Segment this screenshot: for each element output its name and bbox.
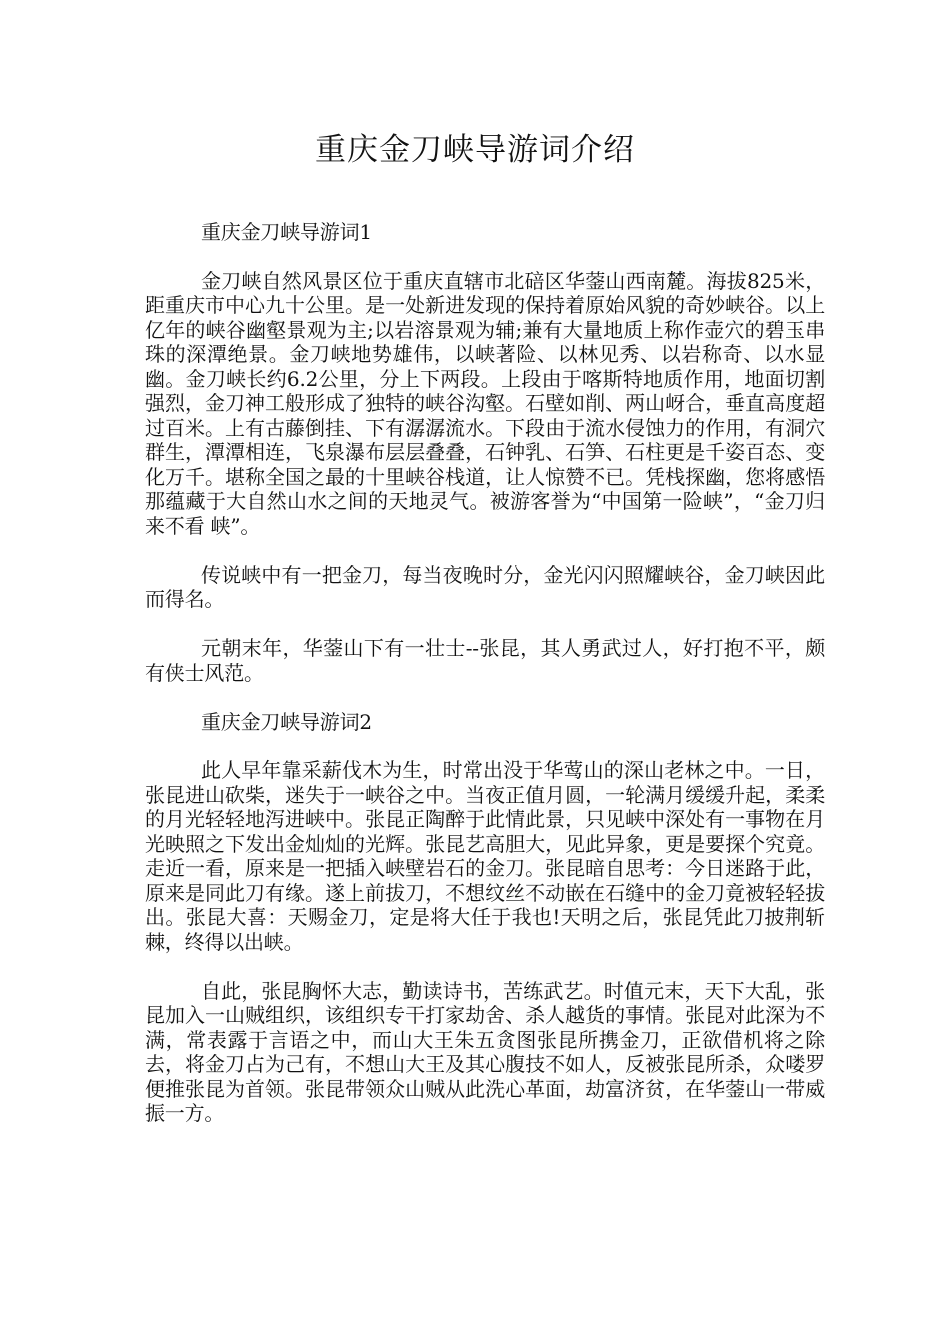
- paragraph-zhang-kun: 自此，张昆胸怀大志，勤读诗书，苦练武艺。时值元末，天下大乱，张昆加入一山贼组织，该组织专干打家劫舍、杀人越货的事情。张昆对此深为不满，常表露于言语之中，而山大王朱五贪图张昆所携金刀，正欲借机将之除去，将金刀占为己有，不想山大王及其心腹技不如人，反被张昆所杀，众喽罗便推张昆为首领。张昆带领众山贼从此洗心革面，劫富济贫，在华蓥山一带威振一方。: [145, 978, 825, 1125]
- section-heading-2: 重庆金刀峡导游词2: [201, 709, 372, 734]
- document-body: [145, 220, 825, 1126]
- paragraph-intro: 金刀峡自然风景区位于重庆直辖市北碚区华蓥山西南麓。海拔825米，距重庆市中心九十公里。是一处新进发现的保持着原始风貌的奇妙峡谷。以上亿年的峡谷幽壑景观为主;以岩溶景观为辅;兼有大量地质上称作壶穴的碧玉串珠的深潭绝景。金刀峡地势雄伟，以峡著险、以林见秀、以岩称奇、以水显幽。金刀峡长约6.2公里，分上下两段。上段由于喀斯特地质作用，地面切割强烈，金刀神工般形成了独特的峡谷沟壑。石壁如削、两山岈合，垂直高度超过百米。上有古藤倒挂、下有潺潺流水。下段由于流水侵蚀力的作用，有洞穴群生，潭潭相连，飞泉瀑布层层叠叠，石钟乳、石笋、石柱更是千姿百态、变化万千。堪称全国之最的十里峡谷栈道，让人惊赞不已。凭栈探幽，您将感悟那蕴藏于大自然山水之间的天地灵气。被游客誉为“中国第一险峡”，“金刀归来不看 峡”。: [145, 268, 825, 538]
- document-title: 重庆金刀峡导游词介绍: [315, 132, 635, 168]
- paragraph-legend: 传说峡中有一把金刀，每当夜晚时分，金光闪闪照耀峡谷，金刀峡因此而得名。: [145, 562, 825, 611]
- paragraph-yuan-dynasty: 元朝末年，华蓥山下有一壮士--张昆，其人勇武过人，好打抱不平，颇有侠士风范。: [145, 636, 825, 685]
- section-heading-1: 重庆金刀峡导游词1: [201, 220, 372, 244]
- paragraph-golden-knife: 此人早年靠采薪伐木为生，时常出没于华莺山的深山老林之中。一日，张昆进山砍柴，迷失于一峡谷之中。当夜正值月圆，一轮满月缓缓升起，柔柔的月光轻轻地泻进峡中。张昆正陶醉于此情此景，只见峡中深处有一事物在月光映照之下发出金灿灿的光辉。张昆艺高胆大，见此异象，更是要探个究竟。走近一看，原来是一把插入峡壁岩石的金刀。张昆暗自思考：今日迷路于此，原来是同此刀有缘。遂上前拔刀，不想纹丝不动嵌在石缝中的金刀竟被轻轻拔出。张昆大喜：天赐金刀，定是将大任于我也!天明之后，张昆凭此刀披荆斩棘，终得以出峡。: [145, 758, 825, 954]
